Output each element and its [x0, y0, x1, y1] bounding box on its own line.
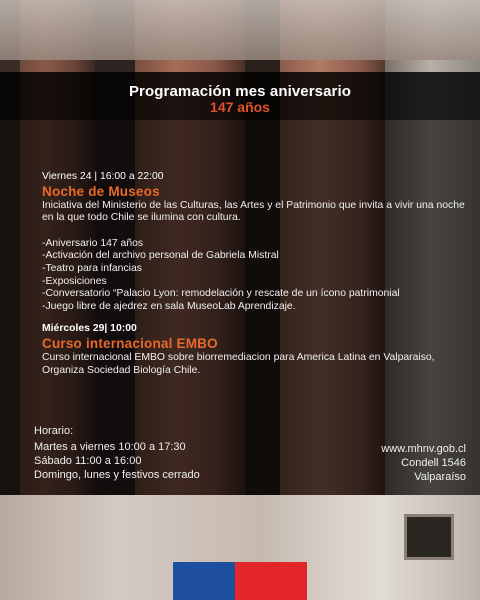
list-item: -Exposiciones [42, 275, 107, 287]
event1-title: Noche de Museos [42, 183, 160, 199]
event2-description: Curso internacional EMBO sobre biorremediacion para America Latina en Valparaiso, Organiza Sociedad Biología Chile. [42, 351, 435, 376]
event1-description: Iniciativa del Ministerio de las Culturas, las Artes y el Patrimonio que invita a vivir una noche en la que todo Chile se ilumina con cultura. [42, 199, 465, 224]
page-title: Programación mes aniversario [128, 83, 352, 100]
event2-date: Miércoles 29| 10:00 [42, 323, 137, 335]
city: Valparaíso [414, 471, 466, 483]
background-sky [0, 0, 480, 60]
list-item: -Aniversario 147 años [42, 237, 144, 249]
event2-title: Curso internacional EMBO [42, 335, 218, 351]
address: Condell 1546 [401, 457, 466, 469]
schedule-line: Martes a viernes 10:00 a 17:30 [34, 441, 186, 453]
government-flag-logo [173, 562, 307, 600]
list-item: -Teatro para infancias [42, 262, 142, 274]
flag-blue-block [173, 562, 235, 600]
schedule-line: Domingo, lunes y festivos cerrado [34, 469, 200, 481]
list-item: -Conversatorio “Palacio Lyon: remodelación y rescate de un ícono patrimonial [42, 288, 400, 300]
wall-plaque [404, 514, 454, 560]
event1-activity-list [42, 238, 472, 314]
contact-info [381, 442, 466, 484]
event1-date: Viernes 24 | 16:00 a 22:00 [42, 171, 164, 182]
flag-red-block [235, 562, 307, 600]
page-subtitle: 147 años [210, 99, 270, 115]
list-item: -Activación del archivo personal de Gabriela Mistral [42, 250, 279, 262]
schedule-line: Sábado 11:00 a 16:00 [34, 455, 142, 467]
program-content [42, 171, 472, 377]
list-item: -Juego libre de ajedrez en sala MuseoLab Aprendizaje. [42, 300, 296, 312]
schedule [34, 424, 200, 482]
website-link[interactable]: www.mhnv.gob.cl [381, 443, 466, 455]
schedule-label: Horario: [34, 425, 74, 437]
